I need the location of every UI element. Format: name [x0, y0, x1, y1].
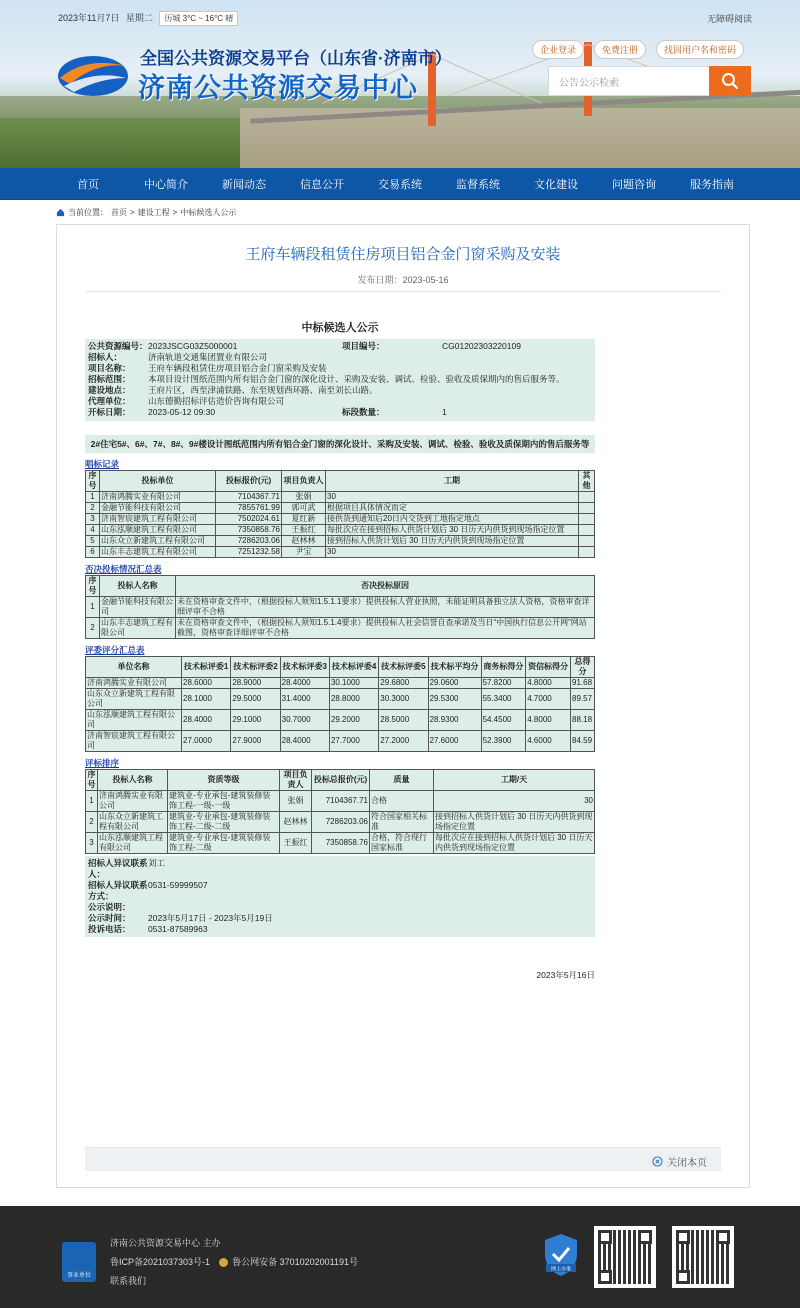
- table-cell: 2: [86, 618, 100, 639]
- close-page-button[interactable]: [652, 1154, 707, 1169]
- shield-text: 网上办事: [550, 1266, 572, 1273]
- platform-title: 全国公共资源交易平台（山东省·济南市）: [140, 49, 452, 68]
- announcement-heading: 中标候选人公示: [301, 322, 379, 334]
- nav-culture[interactable]: 文化建设: [534, 178, 578, 191]
- column-header: 序号: [86, 471, 100, 492]
- table-cell: 山东丰志建筑工程有限公司: [100, 547, 216, 558]
- table-cell: 57.8200: [481, 678, 526, 689]
- info-label: 招标范围：: [88, 374, 131, 384]
- info-label: 公示时间：: [88, 913, 131, 923]
- table-cell: 4: [86, 525, 100, 536]
- qr-code-icon: [672, 1226, 734, 1288]
- table-cell: 52.3900: [481, 731, 526, 752]
- icp-link[interactable]: 鲁ICP备2021037303号-1: [110, 1257, 211, 1267]
- recover-account-button[interactable]: 找回用户名和密码: [656, 40, 744, 59]
- breadcrumb: 当前位置： 首页 > 建设工程 > 中标候选人公示: [56, 207, 236, 218]
- table-row: [86, 597, 595, 618]
- table-cell: 89.57: [571, 689, 595, 710]
- column-header: 技术标评委1: [182, 657, 231, 678]
- table-cell: 尹宝: [282, 547, 326, 558]
- table-cell: 金融节能科技有限公司: [100, 503, 216, 514]
- table-cell: 接到招标人供货计划后 30 日历天内供货到现场指定位置: [326, 536, 579, 547]
- column-header: 资质等级: [168, 770, 280, 791]
- column-header: 商务标得分: [481, 657, 526, 678]
- table-cell: [579, 536, 595, 547]
- table-cell: 未在资格审查文件中，（根据投标人须知1.5.1.4要求）提供投标人社会信誉自查承诺及当日“中国执行信息公开网”网站截图，资格审查详细评审不合格: [176, 618, 595, 639]
- info-value: 2023年5月17日 - 2023年5月19日: [148, 913, 273, 923]
- table-cell: 3: [86, 833, 98, 854]
- table-header-row: [86, 770, 595, 791]
- table-cell: 每批次应在接到招标人供货计划后 30 日历天内供货到现场指定位置: [326, 525, 579, 536]
- table-cell: 山东泓顺建筑工程有限公司: [100, 525, 216, 536]
- table-cell: 30: [326, 547, 579, 558]
- table-row: [86, 710, 595, 731]
- table-cell: 27.6000: [428, 731, 481, 752]
- table-cell: 29.0600: [428, 678, 481, 689]
- table-cell: 济南鸿腾实业有限公司: [98, 791, 168, 812]
- table-cell: 5: [86, 536, 100, 547]
- table-cell: 郭可武: [282, 503, 326, 514]
- table-cell: 王振红: [280, 833, 312, 854]
- info-value: 山东德勤招标评估造价咨询有限公司: [148, 396, 285, 406]
- table-cell: 28.1000: [182, 689, 231, 710]
- table-cell: 接到招标人供货计划后 30 日历天内供货到现场指定位置: [434, 812, 595, 833]
- table-cell: 4.8000: [526, 710, 571, 731]
- table-cell: 合格: [370, 791, 434, 812]
- public-institution-badge-icon[interactable]: 事业单位: [62, 1242, 96, 1282]
- table-cell: 29.2000: [329, 710, 378, 731]
- column-header: 单位名称: [86, 657, 182, 678]
- column-header: 投标报价(元): [216, 471, 282, 492]
- close-bar: [85, 1147, 721, 1171]
- table-header-row: [86, 471, 595, 492]
- column-header: 技术标评委5: [379, 657, 428, 678]
- table-cell: 建筑业-专业承包-建筑装修装饰工程-二级-二级: [168, 812, 280, 833]
- table-cell: 28.4000: [280, 731, 329, 752]
- scores-table: [85, 656, 595, 752]
- table-cell: 根据项目具体情况而定: [326, 503, 579, 514]
- breadcrumb-construction[interactable]: 建设工程: [137, 208, 170, 217]
- nav-service-guide[interactable]: 服务指南: [690, 178, 734, 191]
- table-cell: 建筑业-专业承包-建筑装修装饰工程-二级: [168, 833, 280, 854]
- nav-consulting[interactable]: 问题咨询: [612, 178, 656, 191]
- ranking-table: [85, 769, 595, 854]
- section-title-ranking: 评标排序: [85, 758, 120, 768]
- table-cell: 4.8000: [526, 678, 571, 689]
- table-cell: 28.4000: [182, 710, 231, 731]
- table-cell: 7251232.58: [216, 547, 282, 558]
- info-value: 0531-87589963: [148, 924, 208, 934]
- table-cell: 山东众立新建筑工程有限公司: [100, 536, 216, 547]
- table-cell: 山东泓顺建筑工程有限公司: [86, 710, 182, 731]
- info-label: 招标人异议联系方式：: [88, 880, 148, 901]
- main-nav: [0, 168, 800, 200]
- table-row: [86, 492, 595, 503]
- police-badge-icon: [219, 1258, 228, 1267]
- table-cell: 54.4500: [481, 710, 526, 731]
- breadcrumb-home[interactable]: 首页: [111, 208, 127, 217]
- table-cell: 84.59: [571, 731, 595, 752]
- sign-date: 2023年5月16日: [536, 970, 595, 980]
- table-cell: 6: [86, 547, 100, 558]
- table-cell: 29.5300: [428, 689, 481, 710]
- section-title-rejected: 否决投标情况汇总表: [85, 564, 162, 574]
- table-row: [86, 678, 595, 689]
- table-cell: 2: [86, 503, 100, 514]
- table-cell: 30: [434, 791, 595, 812]
- info-label: 招标人：: [88, 352, 123, 362]
- info-value: 刘工: [148, 858, 166, 868]
- table-row: [86, 731, 595, 752]
- info-value: 济南轨道交通集团置业有限公司: [148, 352, 268, 362]
- table-cell: 4.7000: [526, 689, 571, 710]
- breadcrumb-prefix: 当前位置：: [68, 208, 108, 217]
- column-header: 技术标平均分: [428, 657, 481, 678]
- info-label: 公示说明：: [88, 902, 131, 912]
- table-cell: 7502024.61: [216, 514, 282, 525]
- table-cell: 28.6000: [182, 678, 231, 689]
- table-header-row: [86, 576, 595, 597]
- table-cell: 山东众立新建筑工程有限公司: [86, 689, 182, 710]
- current-date: 2023年11月7日: [58, 13, 120, 23]
- table-cell: 山东丰志建筑工程有限公司: [100, 618, 176, 639]
- table-row: [86, 547, 595, 558]
- table-cell: 济南智宸建筑工程有限公司: [100, 514, 216, 525]
- table-cell: 王振红: [282, 525, 326, 536]
- table-cell: 7286203.06: [216, 536, 282, 547]
- nav-disclosure[interactable]: 信息公开: [300, 178, 344, 191]
- center-logo-icon[interactable]: [56, 48, 130, 100]
- project-info: [85, 339, 595, 421]
- bid-record-table: [85, 470, 595, 558]
- article-panel: [56, 224, 750, 1188]
- column-header: 项目负责人: [282, 471, 326, 492]
- column-header: 投标人名称: [98, 770, 168, 791]
- column-header: 其他: [579, 471, 595, 492]
- table-cell: 未在资格审查文件中，（根据投标人须知1.5.1.1要求）提供投标人营业执照，未能证明具备独立法人资格，资格审查详细评审不合格: [176, 597, 595, 618]
- table-row: [86, 503, 595, 514]
- table-cell: 4.6000: [526, 731, 571, 752]
- table-cell: 30.3000: [379, 689, 428, 710]
- publish-date: 发布日期：2023-05-16: [357, 275, 449, 285]
- info-label: 投诉电话：: [88, 924, 131, 934]
- table-cell: 7855761.99: [216, 503, 282, 514]
- section-title-scores: 评委评分汇总表: [85, 645, 145, 655]
- table-row: [86, 812, 595, 833]
- table-row: [86, 791, 595, 812]
- column-header: 投标单位: [100, 471, 216, 492]
- column-header: 投标总报价(元): [312, 770, 370, 791]
- table-cell: 27.9000: [231, 731, 280, 752]
- info-value: 0531-59999507: [148, 880, 208, 890]
- search-icon: [721, 72, 739, 90]
- column-header: 工期/天: [434, 770, 595, 791]
- info-label: 开标日期：: [88, 407, 131, 417]
- info-value: [148, 902, 592, 913]
- column-header: 技术标评委3: [280, 657, 329, 678]
- breadcrumb-current: 中标候选人公示: [180, 208, 237, 217]
- table-cell: 金融节能科技有限公司: [100, 597, 176, 618]
- accessibility-link[interactable]: 无障碍阅读: [706, 14, 752, 24]
- table-cell: 27.2000: [379, 731, 428, 752]
- column-header: 质量: [370, 770, 434, 791]
- table-cell: 29.5000: [231, 689, 280, 710]
- lot-title: 2#住宅5#、6#、7#、8#、9#楼设计图纸范围内所有铝合金门窗的深化设计、采购及安装、调试、检验、验收及质保期内的售后服务等: [85, 435, 595, 453]
- table-header-row: [86, 657, 595, 678]
- title-divider: [85, 291, 721, 292]
- table-cell: 28.9000: [231, 678, 280, 689]
- weather-badge: 历城 3°C ~ 16°C 晴: [159, 11, 238, 26]
- column-header: 技术标评委2: [231, 657, 280, 678]
- table-cell: 1: [86, 492, 100, 503]
- table-cell: 55.3400: [481, 689, 526, 710]
- nav-supervision[interactable]: 监督系统: [456, 178, 500, 191]
- site-footer: [0, 1206, 800, 1308]
- table-cell: 夏红新: [282, 514, 326, 525]
- table-cell: [579, 503, 595, 514]
- table-cell: 建筑业-专业承包-建筑装修装饰工程-一级-一级: [168, 791, 280, 812]
- table-cell: 每批次应在接到招标人供货计划后 30 日历天内供货到现场指定位置: [434, 833, 595, 854]
- contact-us-link[interactable]: 联系我们: [110, 1276, 147, 1286]
- table-cell: 7350858.76: [216, 525, 282, 536]
- close-icon: [652, 1156, 663, 1167]
- table-cell: 山东泓顺建筑工程有限公司: [98, 833, 168, 854]
- table-cell: 赵林林: [280, 812, 312, 833]
- info-label: 代理单位：: [88, 396, 131, 406]
- table-cell: 31.4000: [280, 689, 329, 710]
- table-cell: 济南智宸建筑工程有限公司: [86, 731, 182, 752]
- table-cell: 3: [86, 514, 100, 525]
- info-label: 项目编号：: [342, 341, 385, 351]
- info-label: 建设地点：: [88, 385, 131, 395]
- column-header: 技术标评委4: [329, 657, 378, 678]
- info-label: 招标人异议联系人：: [88, 858, 148, 879]
- info-value: 2023JSCG03Z5000001: [148, 341, 238, 351]
- table-cell: 符合国家相关标准: [370, 812, 434, 833]
- contact-info: [85, 856, 595, 937]
- column-header: 否决投标原因: [176, 576, 595, 597]
- table-cell: 赵林林: [282, 536, 326, 547]
- nav-about[interactable]: 中心简介: [144, 178, 188, 191]
- table-cell: 27.0000: [182, 731, 231, 752]
- table-cell: 7104367.71: [312, 791, 370, 812]
- table-cell: 张娟: [282, 492, 326, 503]
- search-button[interactable]: [709, 66, 751, 96]
- table-cell: 山东众立新建筑工程有限公司: [98, 812, 168, 833]
- column-header: 序号: [87, 770, 96, 789]
- register-button[interactable]: 免费注册: [594, 40, 646, 59]
- table-cell: [579, 492, 595, 503]
- column-header: 资信标得分: [526, 657, 571, 678]
- table-cell: 28.5000: [379, 710, 428, 731]
- table-row: [86, 536, 595, 547]
- weekday: 星期二: [125, 13, 153, 23]
- info-value: 1: [442, 407, 447, 417]
- section-title-bid-record: 唱标记录: [85, 459, 120, 469]
- table-cell: 合格，符合现行国家标准: [370, 833, 434, 854]
- footer-host: 济南公共资源交易中心 主办: [110, 1238, 221, 1248]
- info-label: 项目名称：: [88, 363, 131, 373]
- center-title: 济南公共资源交易中心: [138, 73, 418, 103]
- site-header: [0, 0, 800, 168]
- table-row: [86, 514, 595, 525]
- table-cell: 29.1000: [231, 710, 280, 731]
- table-cell: 28.9300: [428, 710, 481, 731]
- nav-trading-system[interactable]: 交易系统: [378, 178, 422, 191]
- search-input[interactable]: 公告公示检索: [548, 66, 710, 96]
- table-row: [86, 833, 595, 854]
- table-cell: 30.7000: [280, 710, 329, 731]
- info-label: 标段数量：: [342, 407, 385, 417]
- table-cell: 29.6800: [379, 678, 428, 689]
- table-cell: [579, 514, 595, 525]
- page-title: 王府车辆段租赁住房项目铝合金门窗采购及安装: [245, 246, 561, 263]
- table-cell: 7104367.71: [216, 492, 282, 503]
- announcement-body: [85, 319, 595, 981]
- rejected-bids-table: [85, 575, 595, 639]
- police-record-link[interactable]: 鲁公网安备 37010202001191号: [232, 1257, 359, 1267]
- info-value: 王府车辆段租赁住房项目铝合金门窗采购及安装: [148, 363, 327, 373]
- table-cell: 28.4000: [280, 678, 329, 689]
- table-cell: 1: [86, 597, 100, 618]
- info-value: 本项目设计图纸范围内所有铝合金门窗的深化设计、采购及安装、调试、检验、验收及质保期内的售后服务等。: [148, 374, 565, 384]
- close-page-label: 关闭本页: [667, 1158, 707, 1169]
- table-row: [86, 618, 595, 639]
- table-cell: 28.8000: [329, 689, 378, 710]
- table-cell: 济南鸿腾实业有限公司: [86, 678, 182, 689]
- info-value: 2023-05-12 09:30: [148, 407, 216, 417]
- table-cell: 7350858.76: [312, 833, 370, 854]
- column-header: 序号: [86, 576, 100, 597]
- date-weather: [58, 11, 238, 26]
- column-header: 项目负责人: [280, 770, 312, 791]
- table-cell: 30: [326, 492, 579, 503]
- account-buttons: [532, 40, 744, 59]
- login-button[interactable]: 企业登录: [532, 40, 584, 59]
- home-icon: [56, 208, 65, 217]
- table-cell: [579, 547, 595, 558]
- table-cell: 27.7000: [329, 731, 378, 752]
- table-row: [86, 689, 595, 710]
- column-header: 工期: [326, 471, 579, 492]
- table-cell: [579, 525, 595, 536]
- table-cell: 91.68: [571, 678, 595, 689]
- info-value: CG01202303220109: [442, 341, 521, 351]
- info-label: 公共资源编号：: [88, 341, 148, 351]
- table-cell: 30.1000: [329, 678, 378, 689]
- qr-code-icon: [594, 1226, 656, 1288]
- nav-news[interactable]: 新闻动态: [222, 178, 266, 191]
- table-cell: 张娟: [280, 791, 312, 812]
- table-cell: 接供货到通知后20日内交货到工地指定地点: [326, 514, 579, 525]
- table-cell: 1: [86, 791, 98, 812]
- table-cell: 7286203.06: [312, 812, 370, 833]
- table-row: [86, 525, 595, 536]
- nav-home[interactable]: 首页: [77, 178, 99, 191]
- table-cell: 88.18: [571, 710, 595, 731]
- column-header: 投标人名称: [100, 576, 176, 597]
- table-cell: 济南鸿腾实业有限公司: [100, 492, 216, 503]
- column-header: 总得分: [571, 657, 595, 678]
- footer-info: [110, 1234, 358, 1291]
- shield-icon[interactable]: [542, 1232, 580, 1278]
- table-cell: 2: [86, 812, 98, 833]
- info-value: 王府片区，西至津浦铁路、东至规划西环路、南至刘长山路。: [148, 385, 378, 395]
